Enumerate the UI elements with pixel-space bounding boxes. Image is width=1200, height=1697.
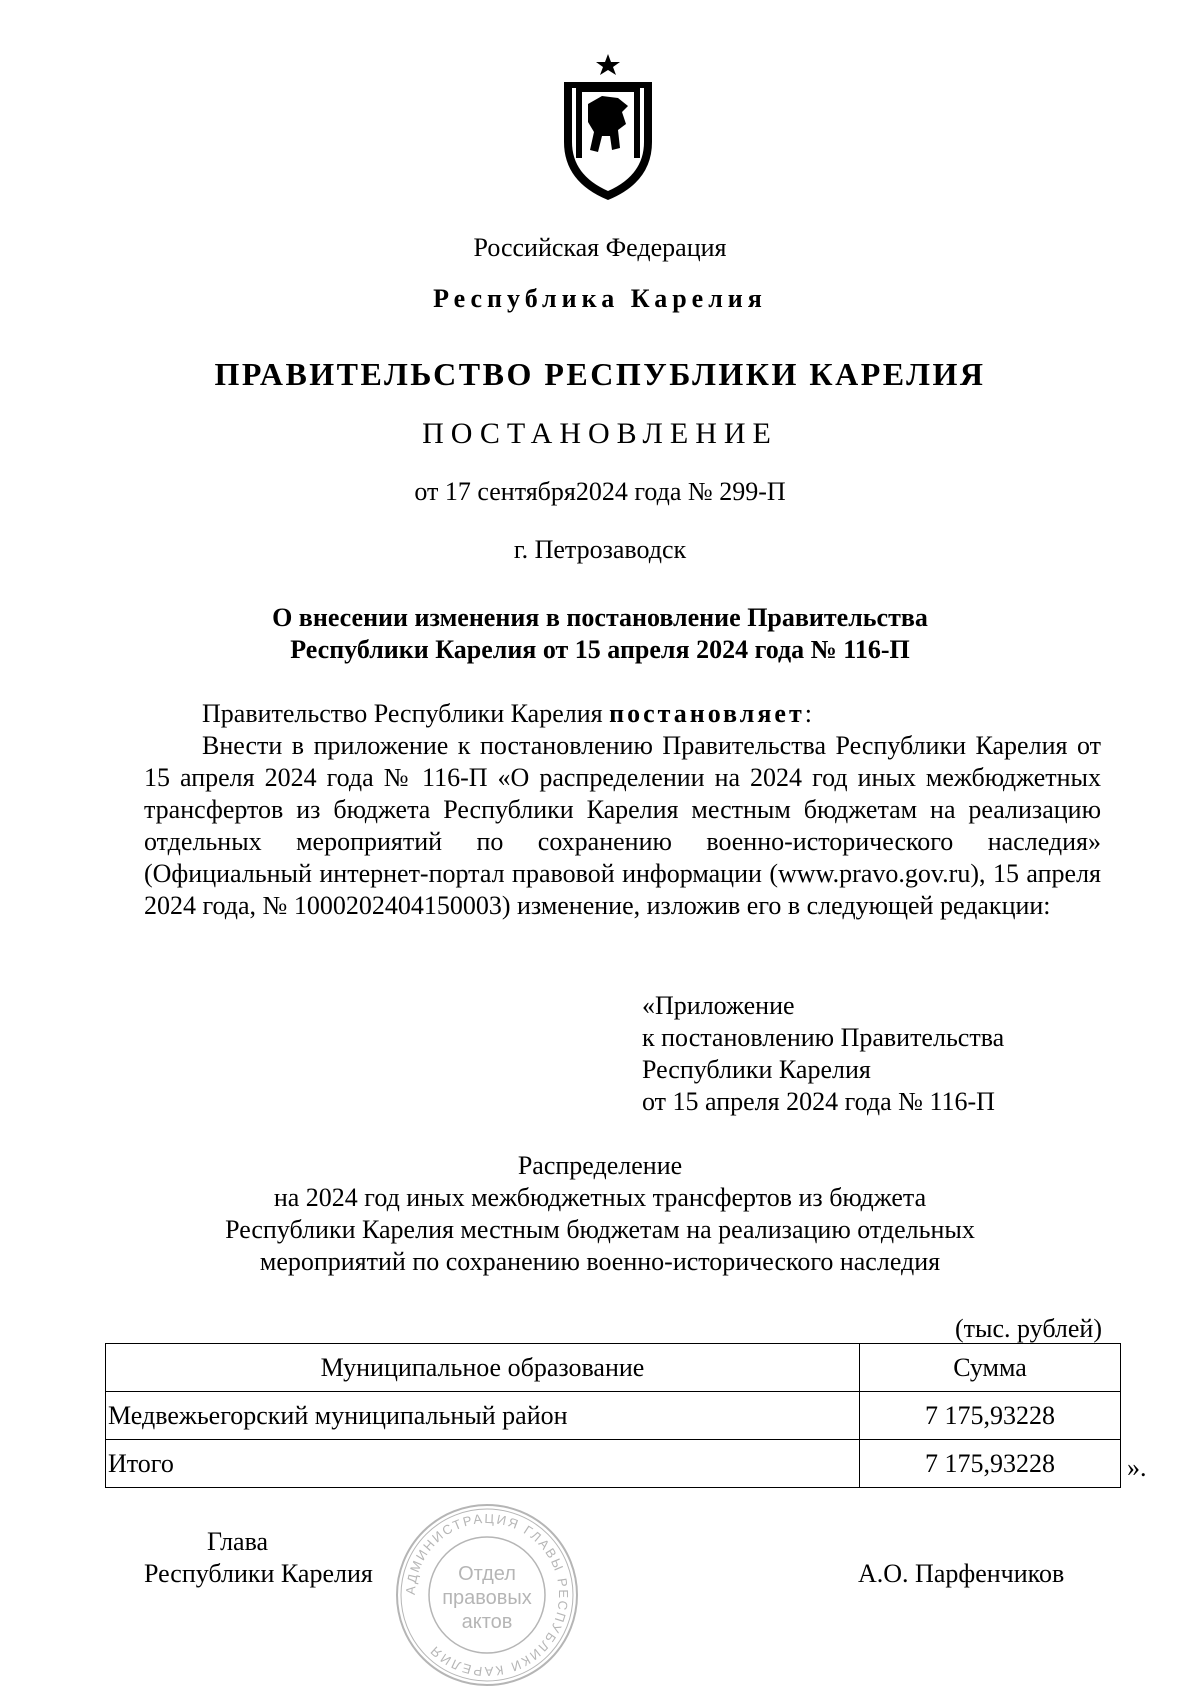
appendix-line-3: Республики Карелия: [642, 1055, 871, 1084]
table-row: [106, 1392, 1121, 1440]
government-heading: ПРАВИТЕЛЬСТВО РЕСПУБЛИКИ КАРЕЛИЯ: [214, 356, 986, 392]
document-subject: [0, 602, 1200, 666]
document-city: г. Петрозаводск: [513, 535, 687, 564]
country-name: Российская Федерация: [473, 233, 727, 262]
table-cell-total-sum: 7 175,93228: [860, 1440, 1121, 1488]
subject-line-1: О внесении изменения в постановление Правительства: [272, 603, 928, 632]
stamp-ring-text: АДМИНИСТРАЦИЯ ГЛАВЫ РЕСПУБЛИКИ КАРЕЛИЯ: [402, 1510, 572, 1680]
column-header-sum: Сумма: [860, 1344, 1121, 1392]
stamp-line-3: актов: [461, 1611, 513, 1633]
table-row-total: [106, 1440, 1121, 1488]
closing-quote: ».: [1127, 1453, 1147, 1482]
intro-suffix: :: [804, 699, 812, 728]
distribution-line-3: мероприятий по сохранению военно-исторического наследия: [259, 1247, 941, 1276]
coat-of-arms-emblem: [558, 52, 658, 202]
distribution-line-1: на 2024 год иных межбюджетных трансфертов из бюджета: [273, 1183, 927, 1212]
table-cell-sum: 7 175,93228: [860, 1392, 1121, 1440]
official-stamp: [392, 1500, 582, 1690]
distribution-title-line: Распределение: [517, 1151, 683, 1180]
distribution-table: [105, 1343, 1121, 1488]
intro-decrees: постановляет: [609, 699, 805, 728]
document-type: ПОСТАНОВЛЕНИЕ: [422, 417, 778, 450]
karelia-emblem-icon: [558, 52, 658, 202]
table-header-row: [106, 1344, 1121, 1392]
appendix-line-1: «Приложение: [642, 991, 795, 1020]
appendix-line-4: от 15 апреля 2024 года № 116-П: [642, 1087, 995, 1116]
table-units: (тыс. рублей): [954, 1314, 1102, 1343]
column-header-municipality: Муниципальное образование: [106, 1344, 860, 1392]
distribution-line-2: Республики Карелия местным бюджетам на реализацию отдельных: [225, 1215, 975, 1244]
appendix-header: [642, 990, 1082, 1118]
document-date-number: от 17 сентября2024 года № 299-П: [414, 477, 786, 506]
stamp-seal-icon: [392, 1500, 582, 1690]
appendix-line-2: к постановлению Правительства: [642, 1023, 1005, 1052]
subject-line-2: Республики Карелия от 15 апреля 2024 года № 116-П: [290, 635, 910, 664]
signatory-position-line-1: Глава: [207, 1527, 269, 1556]
republic-name: Республика Карелия: [433, 284, 767, 313]
resolution-main-paragraph: Внести в приложение к постановлению Правительства Республики Карелия от 15 апреля 2024 года № 116-П «О распределении на 2024 год иных межбюджетных трансфертов из бюджета Республики Карелия местным бюджетам на реализацию отдельных мероприятий по сохранению военно-исторического наследия» (Официальный интернет-портал правовой информации (www.pravo.gov.ru), 15 апреля 2024 года, № 1000202404150003) изменение, изложив его в следующей редакции:: [144, 731, 1101, 920]
distribution-title: [0, 1150, 1200, 1278]
intro-prefix: Правительство Республики Карелия: [202, 699, 610, 728]
stamp-line-1: Отдел: [458, 1563, 516, 1585]
stamp-line-2: правовых: [442, 1587, 532, 1609]
signatory-name: А.О. Парфенчиков: [858, 1559, 1065, 1588]
signatory-position-line-2: Республики Карелия: [144, 1559, 373, 1588]
table-cell-municipality: Медвежьегорский муниципальный район: [106, 1392, 860, 1440]
table-cell-total-label: Итого: [106, 1440, 860, 1488]
resolution-intro: [144, 698, 1101, 730]
